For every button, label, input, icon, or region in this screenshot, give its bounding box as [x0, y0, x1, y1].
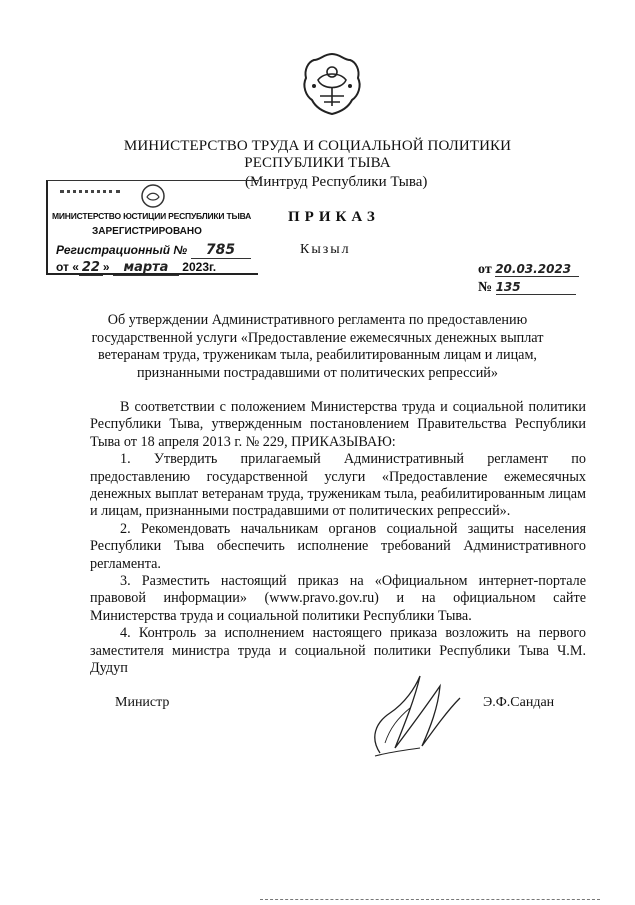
order-number: [478, 280, 576, 296]
body-paragraph-4: 4. Контроль за исполнением настоящего приказа возложить на первого заместителя министра труда и социальной политики Республики Тыва Ч.М. Дудуп: [90, 625, 586, 677]
stamp-emblem-icon: [140, 183, 166, 209]
signer-role: Министр: [115, 695, 170, 710]
body-paragraph-preamble: В соответствии с положением Министерства труда и социальной политики Республики Тыва, утвержденным постановлением Правительства Республики Тыва от 18 апреля 2013 г. № 229, ПРИКАЗЫВАЮ:: [90, 399, 586, 450]
emblem-icon: [300, 50, 364, 118]
stamp-date: [56, 260, 216, 276]
order-number-label: №: [478, 280, 493, 295]
page-bottom-edge: [260, 899, 600, 900]
stamp-date-from: от «: [56, 260, 79, 274]
stamp-date-year: 2023г.: [182, 260, 217, 274]
ministry-name-line2: РЕСПУБЛИКИ ТЫВА: [244, 155, 391, 171]
stamp-date-day: 22: [79, 260, 103, 276]
handwritten-signature: [360, 668, 470, 763]
ministry-name-line1: МИНИСТЕРСТВО ТРУДА И СОЦИАЛЬНОЙ ПОЛИТИКИ: [123, 138, 512, 154]
stamp-reg-label: Регистрационный №: [56, 243, 188, 257]
order-date-label: от: [478, 262, 492, 277]
order-body: [90, 399, 586, 678]
order-title: ПРИКАЗ: [288, 209, 380, 225]
ministry-short-name: (Минтруд Республики Тыва): [245, 174, 428, 190]
body-paragraph-1: 1. Утвердить прилагаемый Административный регламент по предоставлению государственной услуги «Предоставление ежемесячных денежных выплат ветеранам труда, труженикам тыла, реабилитированным лицам и лицам, признанными пострадавшими от политических репрессий».: [90, 451, 586, 520]
order-subject: Об утверждении Административного регламента по предоставлению государственной услуги «Предоставление ежемесячных денежных выплат ветеранам труда, труженикам тыла, реабилитированным лицам и лицам, признанными пострадавшими от политических репрессий»: [91, 312, 544, 381]
stamp-registered: ЗАРЕГИСТРИРОВАНО: [92, 226, 202, 237]
order-city: Кызыл: [300, 242, 351, 257]
stamp-date-month: марта: [113, 260, 179, 276]
order-date: [478, 262, 579, 278]
signer-name: Э.Ф.Сандан: [483, 695, 555, 710]
order-number-value: 135: [496, 280, 576, 295]
stamp-reg-number: 785: [191, 242, 251, 259]
stamp-organization: МИНИСТЕРСТВО ЮСТИЦИИ РЕСПУБЛИКИ ТЫВА: [52, 211, 252, 221]
stamp-registration-number: [56, 242, 251, 259]
body-paragraph-3: 3. Разместить настоящий приказ на «Официальном интернет-портале правовой информации» (www.pravo.gov.ru) и на официальном сайте Министерства труда и социальной политики Республики Тыва.: [90, 573, 586, 624]
order-date-value: 20.03.2023: [495, 262, 579, 277]
stamp-date-mid: »: [102, 260, 110, 274]
stamp-smudge: [60, 190, 120, 201]
body-paragraph-2: 2. Рекомендовать начальникам органов социальной защиты населения Республики Тыва обеспечить исполнение требований Административного регламента.: [90, 520, 586, 572]
